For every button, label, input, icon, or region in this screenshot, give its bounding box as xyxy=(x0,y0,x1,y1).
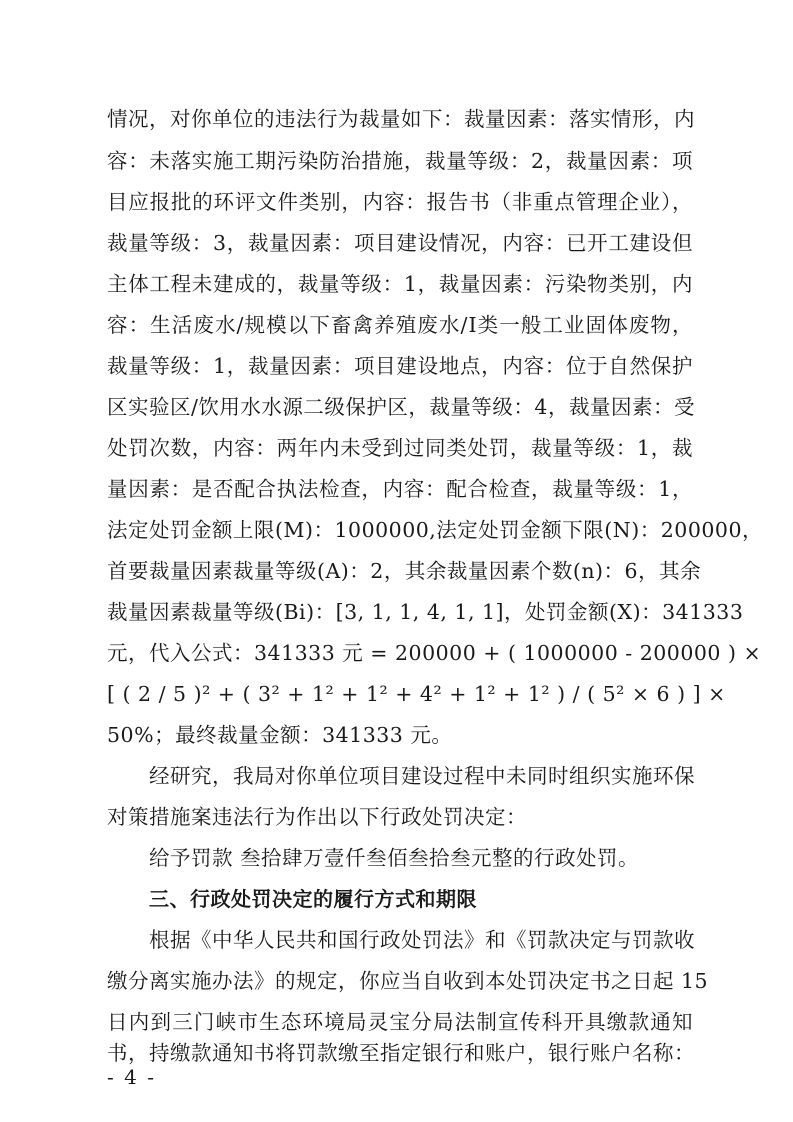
body-text-line: 情况，对你单位的违法行为裁量如下：裁量因素：落实情形，内 xyxy=(107,107,695,131)
body-text-line: 缴分离实施办法》的规定，你应当自收到本处罚决定书之日起 15 xyxy=(107,969,709,993)
body-text-line: 经研究，我局对你单位项目建设过程中未同时组织实施环保 xyxy=(149,764,695,788)
body-text-line: 裁量等级：3，裁量因素：项目建设情况，内容：已开工建设但 xyxy=(107,231,693,255)
body-text-line: 主体工程未建成的，裁量等级：1，裁量因素：污染物类别，内 xyxy=(107,272,693,296)
body-text-line: 日内到三门峡市生态环境局灵宝分局法制宣传科开具缴款通知 xyxy=(107,1010,693,1034)
body-text-line: 处罚次数，内容：两年内未受到过同类处罚，裁量等级：1，裁 xyxy=(107,436,693,460)
body-text-line: 法定处罚金额上限(M)：1000000,法定处罚金额下限(N)：200000， xyxy=(107,518,763,542)
body-text-line: 书，持缴款通知书将罚款缴至指定银行和账户，银行账户名称： xyxy=(107,1041,695,1065)
formula-line: [ ( 2 / 5 )² + ( 3² + 1² + 1² + 4² + 1² + 1² ) / ( 5² × 6 ) ] × xyxy=(107,682,726,706)
body-text-line: 根据《中华人民共和国行政处罚法》和《罚款决定与罚款收 xyxy=(149,928,695,952)
body-text-line: 裁量因素裁量等级(Bi)：[3, 1, 1, 4, 1, 1]，处罚金额(X)：341333 xyxy=(107,600,744,624)
body-text-line: 容：未落实施工期污染防治措施，裁量等级：2，裁量因素：项 xyxy=(107,149,693,173)
body-text-line: 区实验区/饮用水水源二级保护区，裁量等级：4，裁量因素：受 xyxy=(107,395,695,419)
body-text-line: 元，代入公式：341333 元 = 200000 + ( 1000000 - 200000 ) × xyxy=(107,641,762,665)
section-heading: 三、行政处罚决定的履行方式和期限 xyxy=(149,887,477,911)
body-text-line: 目应报批的环评文件类别，内容：报告书（非重点管理企业）， xyxy=(107,190,693,214)
body-text-line: 50%；最终裁量金额：341333 元。 xyxy=(107,723,453,747)
body-text-line: 量因素：是否配合执法检查，内容：配合检查，裁量等级：1， xyxy=(107,477,693,501)
body-text-line: 对策措施案违法行为作出以下行政处罚决定： xyxy=(107,805,527,829)
body-text-line: 首要裁量因素裁量等级(A)：2，其余裁量因素个数(n)：6，其余 xyxy=(107,559,702,583)
body-text-line: 裁量等级：1，裁量因素：项目建设地点，内容：位于自然保护 xyxy=(107,354,693,378)
penalty-decision-line: 给予罚款 叁拾肆万壹仟叁佰叁拾叁元整的行政处罚。 xyxy=(149,846,640,870)
body-text-line: 容：生活废水/规模以下畜禽养殖废水/Ⅰ类一般工业固体废物， xyxy=(107,313,693,337)
page-number: - 4 - xyxy=(107,1065,156,1089)
